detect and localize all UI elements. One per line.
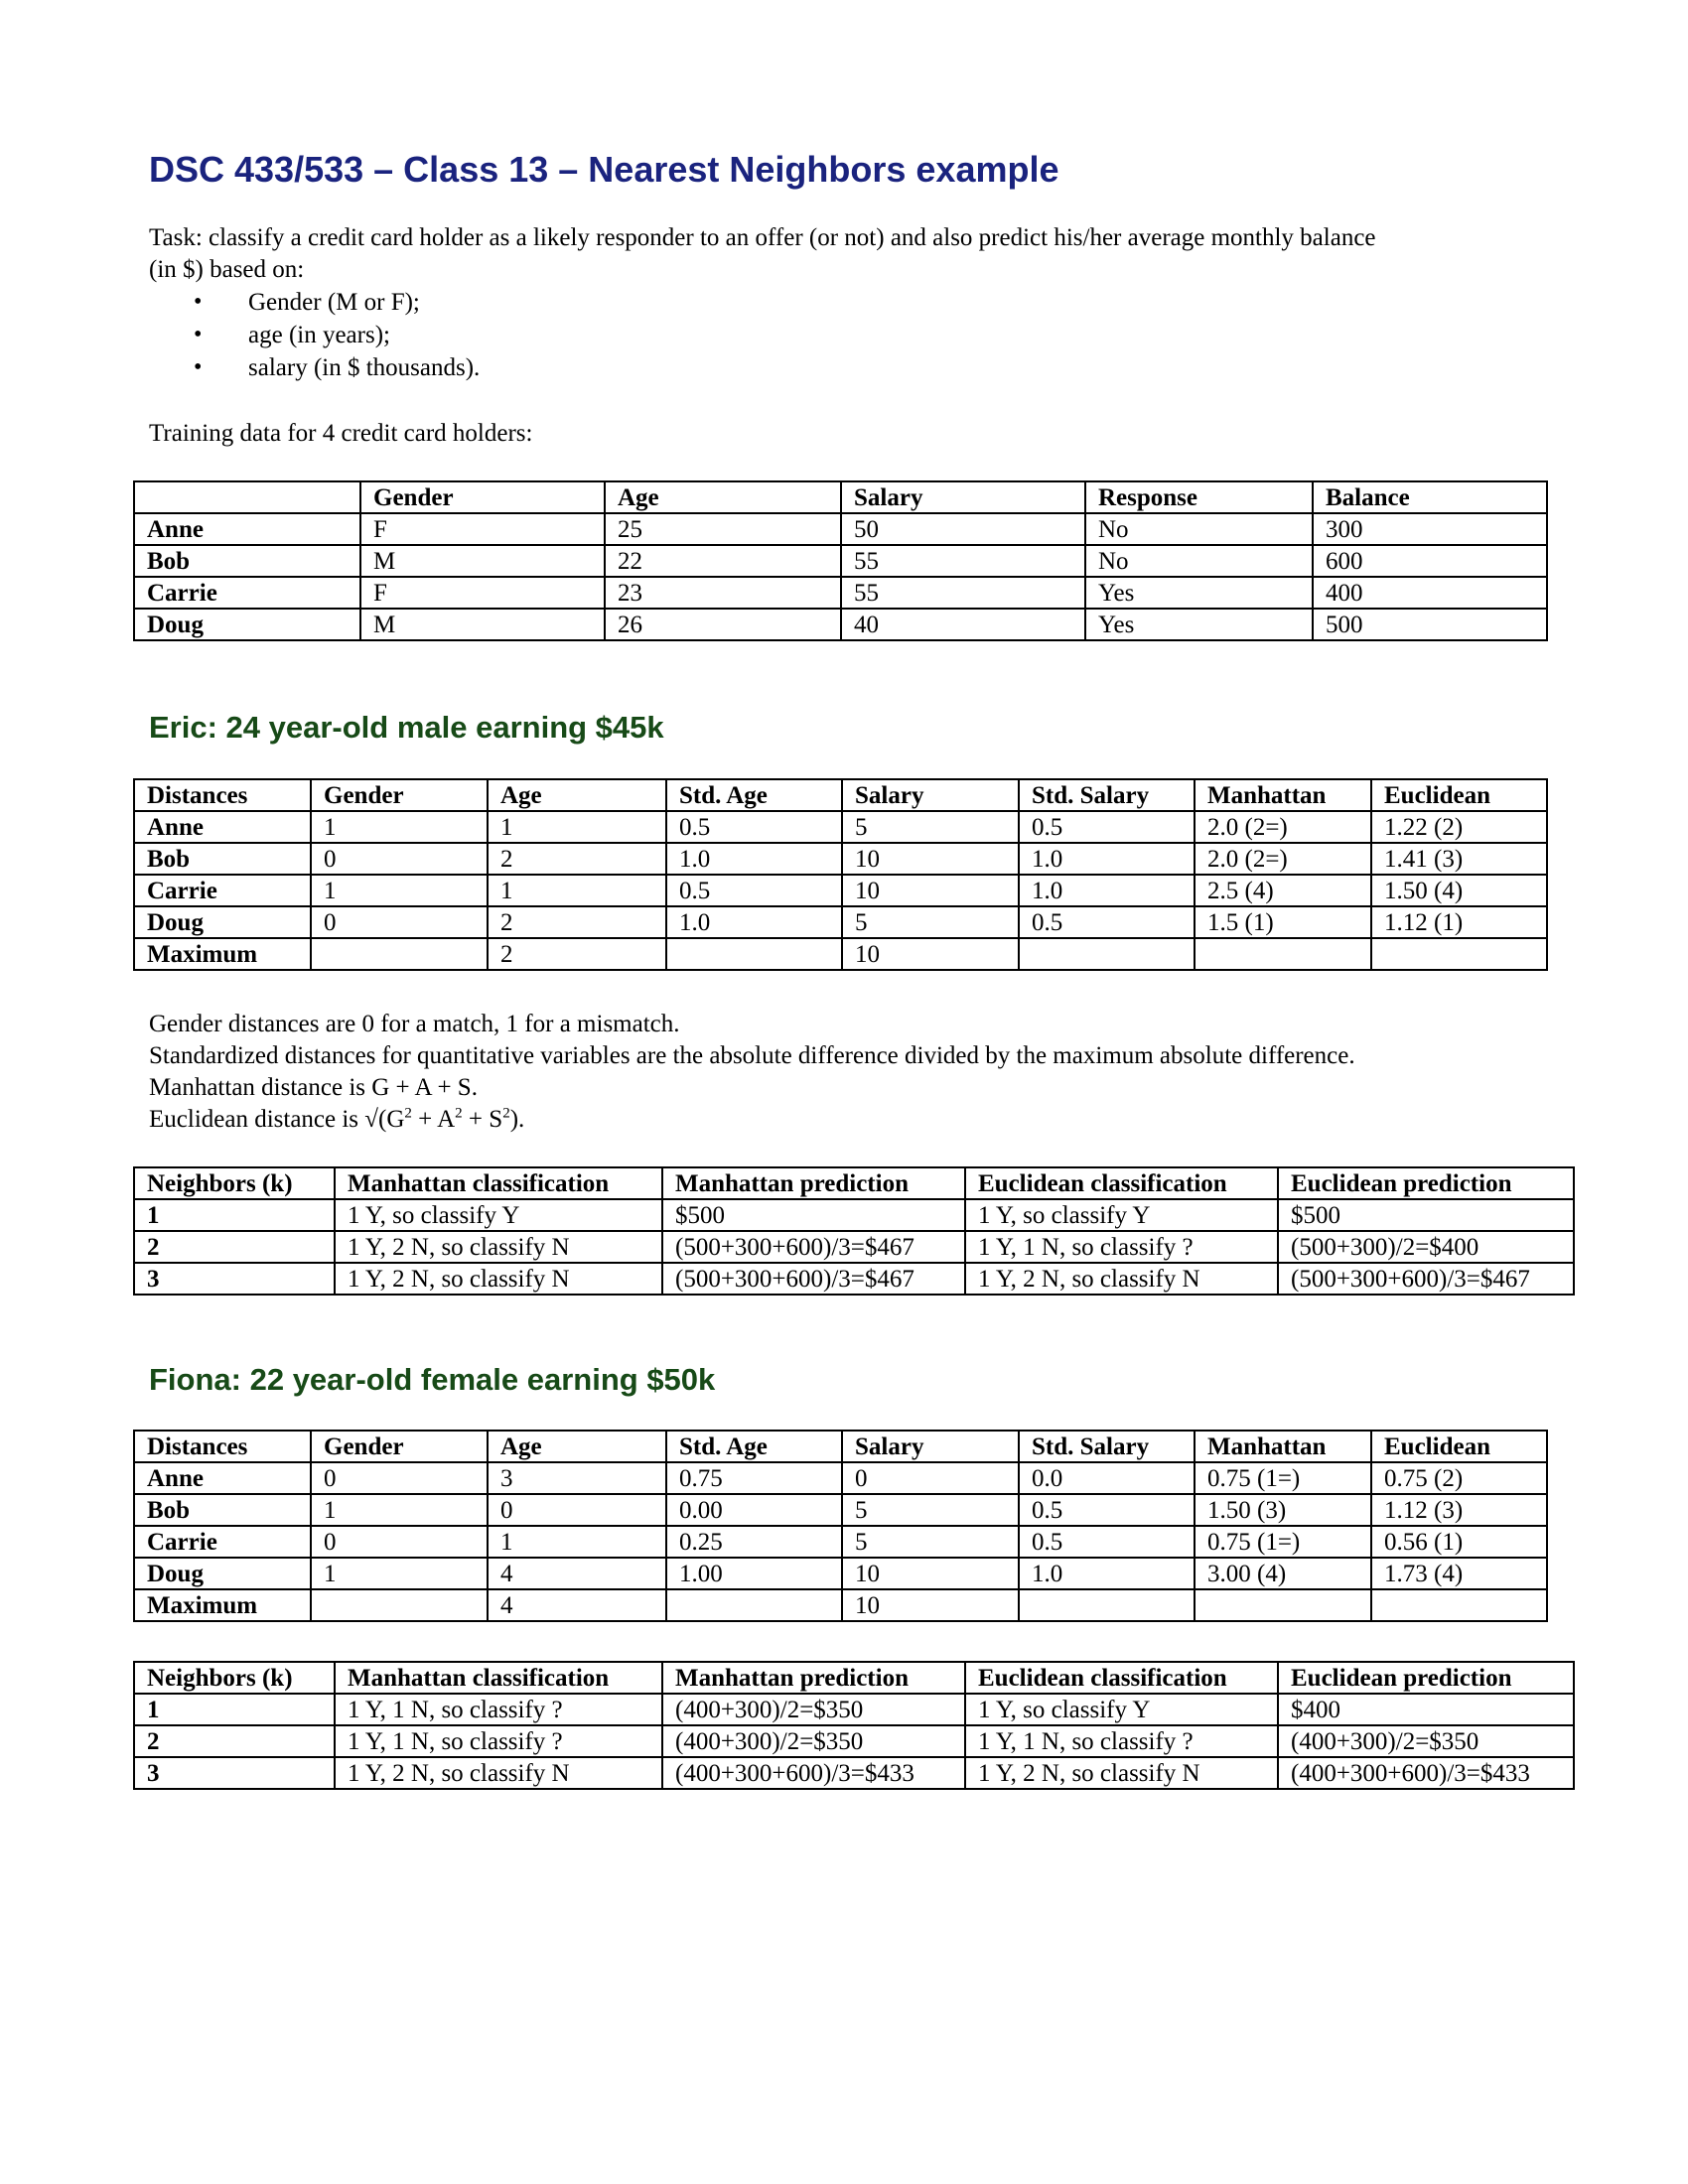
row-label: Carrie	[134, 577, 360, 609]
eric-heading: Eric: 24 year-old male earning $45k	[149, 710, 664, 745]
note-manhattan: Manhattan distance is G + A + S.	[149, 1074, 478, 1101]
exponent: 2	[404, 1105, 412, 1122]
table-cell: 0.5	[1019, 906, 1195, 938]
table-cell: 0.00	[666, 1494, 842, 1526]
table-cell	[311, 1589, 488, 1621]
table-cell: 1	[311, 811, 488, 843]
training-label: Training data for 4 credit card holders:	[149, 420, 533, 447]
table-cell: 22	[605, 545, 841, 577]
table-cell: 10	[842, 938, 1019, 970]
note-euclidean	[149, 1104, 524, 1136]
table-cell: (500+300+600)/3=$467	[662, 1263, 965, 1295]
column-header: Manhattan	[1195, 779, 1371, 811]
table-cell	[1371, 938, 1547, 970]
table-cell: 1.50 (3)	[1195, 1494, 1371, 1526]
table-cell: 1.0	[1019, 875, 1195, 906]
feature-item-gender: • Gender (M or F);	[194, 286, 480, 319]
table-row	[134, 1526, 1547, 1558]
table-cell: 0.25	[666, 1526, 842, 1558]
note-gender: Gender distances are 0 for a match, 1 for a mismatch.	[149, 1011, 680, 1037]
euclidean-formula-s: + S	[462, 1106, 503, 1133]
table-row	[134, 906, 1547, 938]
table-cell: 0.5	[666, 811, 842, 843]
fiona-heading: Fiona: 22 year-old female earning $50k	[149, 1362, 716, 1397]
table-row	[134, 875, 1547, 906]
table-row	[134, 609, 1547, 640]
table-cell: 2	[488, 843, 666, 875]
fiona-neighbors-table	[133, 1661, 1575, 1790]
row-label: Bob	[134, 843, 311, 875]
table-cell: 0.75 (2)	[1371, 1462, 1547, 1494]
euclidean-formula-suffix: ).	[509, 1106, 525, 1133]
column-header: Response	[1085, 481, 1313, 513]
table-cell: (400+300)/2=$350	[1278, 1725, 1574, 1757]
table-cell: 1.0	[666, 906, 842, 938]
task-line-1: Task: classify a credit card holder as a likely responder to an offer (or not) and also predict his/her average monthly balance	[149, 224, 1376, 251]
table-cell: 5	[842, 1494, 1019, 1526]
table-cell: 1	[488, 1526, 666, 1558]
table-cell: 0.75	[666, 1462, 842, 1494]
column-header: Std. Salary	[1019, 1431, 1195, 1462]
row-label: 2	[134, 1231, 335, 1263]
table-cell: 55	[841, 545, 1085, 577]
table-cell: (400+300+600)/3=$433	[1278, 1757, 1574, 1789]
table-cell: Yes	[1085, 577, 1313, 609]
table-cell: 1 Y, so classify Y	[965, 1694, 1278, 1725]
row-label: 1	[134, 1199, 335, 1231]
table-row	[134, 545, 1547, 577]
table-row	[134, 811, 1547, 843]
column-header: Manhattan prediction	[662, 1662, 965, 1694]
table-cell: (400+300)/2=$350	[662, 1725, 965, 1757]
table-cell: (500+300+600)/3=$467	[1278, 1263, 1574, 1295]
row-label: Bob	[134, 545, 360, 577]
table-cell: 600	[1313, 545, 1547, 577]
table-header-row	[134, 1662, 1574, 1694]
table-cell: 0.56 (1)	[1371, 1526, 1547, 1558]
table-cell: 1.22 (2)	[1371, 811, 1547, 843]
table-cell: 4	[488, 1558, 666, 1589]
table-cell: 1.12 (1)	[1371, 906, 1547, 938]
table-cell: 1 Y, so classify Y	[965, 1199, 1278, 1231]
table-row	[134, 1725, 1574, 1757]
row-label: Anne	[134, 1462, 311, 1494]
eric-distance-table	[133, 778, 1548, 971]
column-header: Std. Age	[666, 1431, 842, 1462]
task-line-2: (in $) based on:	[149, 256, 305, 283]
table-cell: F	[360, 577, 605, 609]
column-header	[134, 481, 360, 513]
column-header: Manhattan prediction	[662, 1167, 965, 1199]
table-cell: 1.73 (4)	[1371, 1558, 1547, 1589]
table-cell: 0	[311, 1462, 488, 1494]
feature-list	[194, 286, 480, 384]
table-header-row	[134, 1431, 1547, 1462]
row-label: Maximum	[134, 938, 311, 970]
table-cell: 40	[841, 609, 1085, 640]
table-row	[134, 1231, 1574, 1263]
table-cell: 50	[841, 513, 1085, 545]
exponent: 2	[502, 1105, 510, 1122]
row-label: Doug	[134, 609, 360, 640]
table-cell: 10	[842, 1589, 1019, 1621]
table-header-row	[134, 779, 1547, 811]
table-cell: 1 Y, 2 N, so classify N	[335, 1263, 662, 1295]
column-header: Euclidean prediction	[1278, 1167, 1574, 1199]
table-cell: 1 Y, 1 N, so classify ?	[335, 1725, 662, 1757]
column-header: Balance	[1313, 481, 1547, 513]
table-cell: 0.75 (1=)	[1195, 1526, 1371, 1558]
row-label: 2	[134, 1725, 335, 1757]
row-label: Doug	[134, 906, 311, 938]
table-cell: 2	[488, 938, 666, 970]
table-cell: 1.0	[1019, 843, 1195, 875]
euclidean-formula-a: + A	[411, 1106, 456, 1133]
table-row	[134, 1589, 1547, 1621]
table-cell: 1.5 (1)	[1195, 906, 1371, 938]
table-cell: 1	[311, 1494, 488, 1526]
table-cell: $500	[1278, 1199, 1574, 1231]
table-cell: 2	[488, 906, 666, 938]
row-label: 3	[134, 1757, 335, 1789]
table-cell: 2.0 (2=)	[1195, 811, 1371, 843]
table-cell: 300	[1313, 513, 1547, 545]
table-cell: 1.0	[666, 843, 842, 875]
table-cell: M	[360, 609, 605, 640]
feature-item-salary: • salary (in $ thousands).	[194, 351, 480, 384]
table-cell: 5	[842, 811, 1019, 843]
table-row	[134, 1757, 1574, 1789]
table-cell	[1195, 1589, 1371, 1621]
table-cell: 1	[488, 875, 666, 906]
table-cell: 0.5	[666, 875, 842, 906]
eric-neighbors-table	[133, 1166, 1575, 1296]
table-cell: F	[360, 513, 605, 545]
exponent: 2	[455, 1105, 463, 1122]
table-cell: 55	[841, 577, 1085, 609]
column-header: Std. Salary	[1019, 779, 1195, 811]
table-cell: 1.00	[666, 1558, 842, 1589]
table-cell: (500+300+600)/3=$467	[662, 1231, 965, 1263]
row-label: 3	[134, 1263, 335, 1295]
table-row	[134, 1694, 1574, 1725]
column-header: Euclidean	[1371, 779, 1547, 811]
table-cell: 1	[488, 811, 666, 843]
table-cell: 0	[488, 1494, 666, 1526]
column-header: Salary	[842, 779, 1019, 811]
column-header: Euclidean classification	[965, 1662, 1278, 1694]
column-header: Distances	[134, 779, 311, 811]
table-cell: $400	[1278, 1694, 1574, 1725]
column-header: Manhattan classification	[335, 1662, 662, 1694]
table-cell: 10	[842, 1558, 1019, 1589]
table-cell: (400+300+600)/3=$433	[662, 1757, 965, 1789]
table-row	[134, 1199, 1574, 1231]
table-cell: 500	[1313, 609, 1547, 640]
column-header: Age	[488, 1431, 666, 1462]
table-cell: 0	[311, 906, 488, 938]
table-row	[134, 513, 1547, 545]
column-header: Salary	[841, 481, 1085, 513]
row-label: Carrie	[134, 1526, 311, 1558]
table-cell: (400+300)/2=$350	[662, 1694, 965, 1725]
table-cell: 1	[311, 875, 488, 906]
row-label: Doug	[134, 1558, 311, 1589]
table-cell	[1019, 1589, 1195, 1621]
table-cell: 1 Y, 1 N, so classify ?	[335, 1694, 662, 1725]
table-header-row	[134, 1167, 1574, 1199]
table-cell: 0.0	[1019, 1462, 1195, 1494]
table-cell: 2.5 (4)	[1195, 875, 1371, 906]
feature-item-age: • age (in years);	[194, 319, 480, 351]
table-cell: 1 Y, 1 N, so classify ?	[965, 1231, 1278, 1263]
row-label: Carrie	[134, 875, 311, 906]
column-header: Gender	[360, 481, 605, 513]
column-header: Age	[605, 481, 841, 513]
column-header: Euclidean classification	[965, 1167, 1278, 1199]
table-cell: 1 Y, 1 N, so classify ?	[965, 1725, 1278, 1757]
table-cell: 3	[488, 1462, 666, 1494]
column-header: Gender	[311, 1431, 488, 1462]
table-cell: $500	[662, 1199, 965, 1231]
column-header: Salary	[842, 1431, 1019, 1462]
table-cell: 0	[842, 1462, 1019, 1494]
table-cell: 1 Y, 2 N, so classify N	[335, 1231, 662, 1263]
table-row	[134, 1462, 1547, 1494]
table-row	[134, 843, 1547, 875]
table-row	[134, 1558, 1547, 1589]
column-header: Std. Age	[666, 779, 842, 811]
euclidean-formula-prefix: Euclidean distance is √(G	[149, 1106, 405, 1133]
table-cell: 400	[1313, 577, 1547, 609]
table-cell: 1 Y, 2 N, so classify N	[965, 1263, 1278, 1295]
row-label: Maximum	[134, 1589, 311, 1621]
column-header: Gender	[311, 779, 488, 811]
column-header: Euclidean prediction	[1278, 1662, 1574, 1694]
row-label: 1	[134, 1694, 335, 1725]
table-cell	[666, 938, 842, 970]
table-cell: 5	[842, 906, 1019, 938]
table-cell: 1.50 (4)	[1371, 875, 1547, 906]
table-cell: 1 Y, so classify Y	[335, 1199, 662, 1231]
table-cell: 0.5	[1019, 1494, 1195, 1526]
table-cell	[1019, 938, 1195, 970]
table-cell: Yes	[1085, 609, 1313, 640]
column-header: Neighbors (k)	[134, 1662, 335, 1694]
row-label: Anne	[134, 811, 311, 843]
table-cell	[666, 1589, 842, 1621]
table-cell: 10	[842, 875, 1019, 906]
row-label: Anne	[134, 513, 360, 545]
table-row	[134, 1494, 1547, 1526]
column-header: Manhattan	[1195, 1431, 1371, 1462]
table-cell: 25	[605, 513, 841, 545]
note-standardized: Standardized distances for quantitative variables are the absolute difference divided by the maximum absolute difference.	[149, 1042, 1355, 1069]
column-header: Manhattan classification	[335, 1167, 662, 1199]
table-cell: 0	[311, 843, 488, 875]
table-cell: 1.41 (3)	[1371, 843, 1547, 875]
table-cell: 1 Y, 2 N, so classify N	[335, 1757, 662, 1789]
table-row	[134, 577, 1547, 609]
table-cell: 0.5	[1019, 811, 1195, 843]
table-row	[134, 1263, 1574, 1295]
table-cell: M	[360, 545, 605, 577]
column-header: Euclidean	[1371, 1431, 1547, 1462]
table-row	[134, 938, 1547, 970]
table-cell	[1195, 938, 1371, 970]
column-header: Neighbors (k)	[134, 1167, 335, 1199]
table-cell: (500+300)/2=$400	[1278, 1231, 1574, 1263]
table-cell: 1	[311, 1558, 488, 1589]
table-cell: 23	[605, 577, 841, 609]
table-cell: 0.5	[1019, 1526, 1195, 1558]
column-header: Distances	[134, 1431, 311, 1462]
table-cell: No	[1085, 545, 1313, 577]
table-cell: 5	[842, 1526, 1019, 1558]
page-title: DSC 433/533 – Class 13 – Nearest Neighbors example	[149, 149, 1059, 190]
table-cell: 1.0	[1019, 1558, 1195, 1589]
table-header-row	[134, 481, 1547, 513]
table-cell: 1.12 (3)	[1371, 1494, 1547, 1526]
training-table	[133, 480, 1548, 641]
table-cell: 10	[842, 843, 1019, 875]
table-cell	[311, 938, 488, 970]
table-cell: 0	[311, 1526, 488, 1558]
column-header: Age	[488, 779, 666, 811]
table-cell: No	[1085, 513, 1313, 545]
table-cell	[1371, 1589, 1547, 1621]
table-cell: 3.00 (4)	[1195, 1558, 1371, 1589]
table-cell: 4	[488, 1589, 666, 1621]
table-cell: 2.0 (2=)	[1195, 843, 1371, 875]
row-label: Bob	[134, 1494, 311, 1526]
fiona-distance-table	[133, 1430, 1548, 1622]
table-cell: 0.75 (1=)	[1195, 1462, 1371, 1494]
table-cell: 1 Y, 2 N, so classify N	[965, 1757, 1278, 1789]
table-cell: 26	[605, 609, 841, 640]
